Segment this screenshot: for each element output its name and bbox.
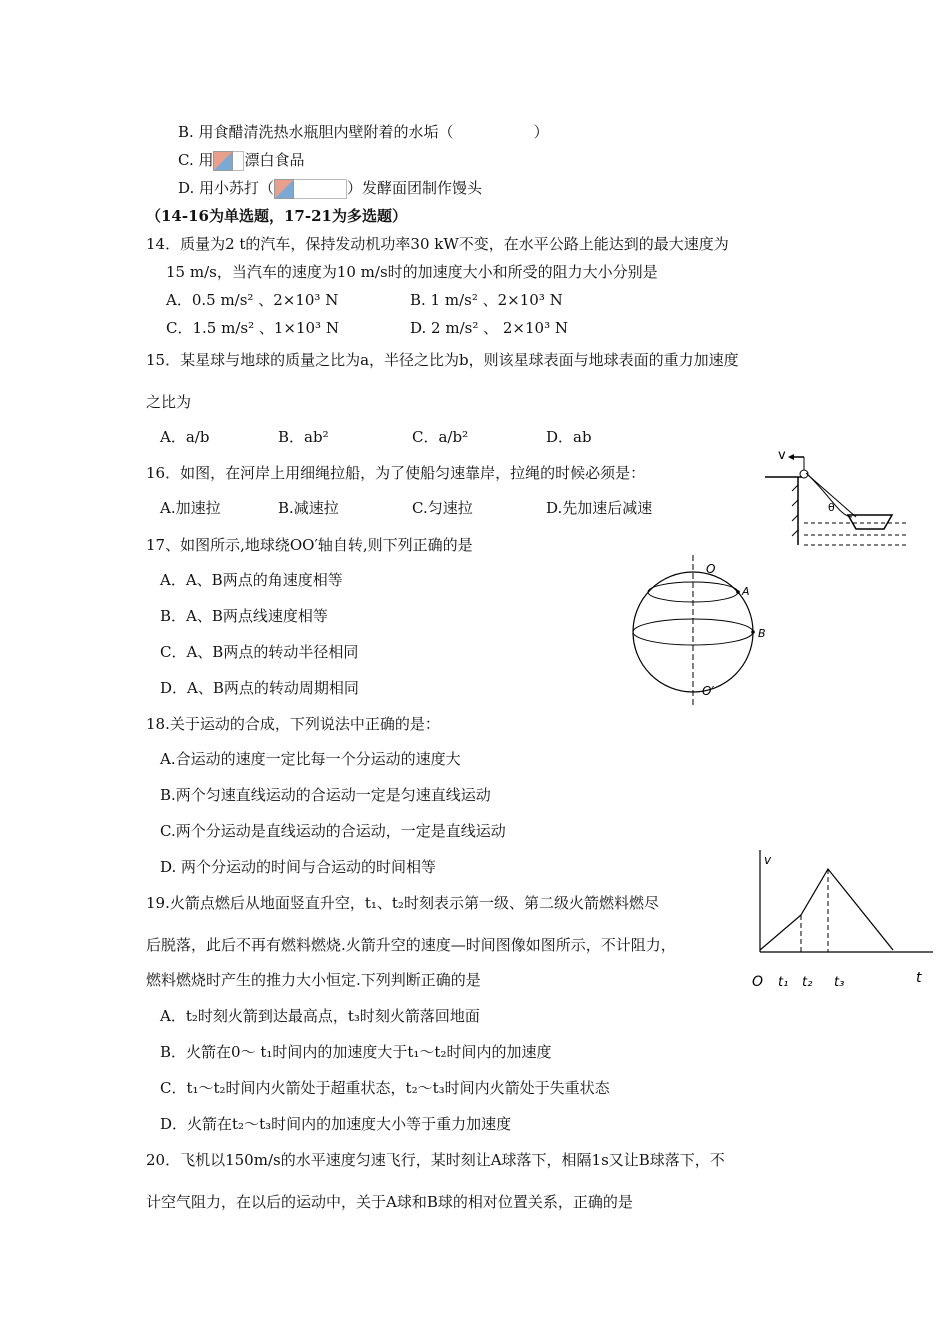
q14-option-c: C．1.5 m/s² 、1×10³ N	[166, 319, 339, 337]
q20-stem-line2: 计空气阻力，在以后的运动中，关于A球和B球的相对位置关系，正确的是	[146, 1193, 633, 1211]
q18-stem: 18.关于运动的合成，下列说法中正确的是：	[146, 715, 440, 733]
q19-v-label: v	[764, 853, 772, 867]
q19-vt-graph	[748, 842, 938, 992]
q14-option-b: B. 1 m/s² 、2×10³ N	[410, 291, 563, 309]
q19-o-label: O	[752, 974, 764, 990]
q18-option-d: D. 两个分运动的时间与合运动的时间相等	[160, 858, 437, 876]
q13-b-text: B. 用食醋清洗热水瓶胆内壁附着的水垢（	[178, 123, 454, 141]
q19-t2-label: t₂	[802, 975, 813, 990]
q17-option-d: D．A、B两点的转动周期相同	[160, 679, 359, 697]
q19-stem-line1: 19.火箭点燃后从地面竖直升空，t₁、t₂时刻表示第一级、第二级火箭燃料燃尽	[146, 894, 659, 912]
q16-stem: 16．如图，在河岸上用细绳拉船，为了使船匀速靠岸，拉绳的时候必须是：	[146, 464, 646, 482]
q13-d-post: ）发酵面团制作馒头	[347, 179, 483, 197]
q15-option-b: B．ab²	[278, 428, 329, 446]
q15-option-a: A．a/b	[160, 428, 210, 446]
q19-option-b: B．火箭在0～ t₁时间内的加速度大于t₁～t₂时间内的加速度	[160, 1043, 552, 1061]
q13-option-b	[178, 122, 549, 142]
q19-option-c: C．t₁～t₂时间内火箭处于超重状态，t₂～t₃时间内火箭处于失重状态	[160, 1079, 610, 1097]
section-note: （14-16为单选题，17-21为多选题）	[146, 207, 407, 225]
q13-c-pre: C. 用	[178, 151, 214, 169]
q13-c-post: 漂白食品	[244, 151, 305, 169]
q14-stem-line2: 15 m/s，当汽车的速度为10 m/s时的加速度大小和所受的阻力大小分别是	[166, 263, 658, 281]
q18-option-b: B.两个匀速直线运动的合运动一定是匀速直线运动	[160, 786, 491, 804]
q16-option-a: A.加速拉	[160, 499, 221, 517]
q19-stem-line2: 后脱落，此后不再有燃料燃烧.火箭升空的速度—时间图像如图所示，不计阻力，	[146, 936, 676, 954]
q15-option-c: C．a/b²	[412, 428, 469, 446]
q19-stem-line3: 燃料燃烧时产生的推力大小恒定.下列判断正确的是	[146, 971, 481, 989]
q19-velocity-line	[760, 869, 893, 950]
q15-option-d: D．ab	[546, 428, 592, 446]
q17-o-prime-label: O′	[702, 684, 715, 698]
q14-stem-line1: 14．质量为2 t的汽车，保持发动机功率30 kW不变，在水平公路上能达到的最大速度为	[146, 235, 729, 253]
q19-option-d: D．火箭在t₂～t₃时间内的加速度大小等于重力加速度	[160, 1115, 512, 1133]
image-box	[233, 151, 244, 171]
q20-stem-line1: 20．飞机以150m/s的水平速度匀速飞行，某时刻让A球落下，相隔1s又让B球落下，不	[146, 1151, 725, 1169]
broken-image-icon	[213, 151, 233, 171]
q14-option-a: A．0.5 m/s² 、2×10³ N	[166, 291, 339, 309]
q13-b-close: ）	[533, 123, 549, 141]
q14-option-d: D. 2 m/s² 、 2×10³ N	[410, 319, 568, 337]
q17-earth-figure	[628, 555, 788, 710]
q13-option-d	[178, 178, 482, 199]
q17-option-c: C．A、B两点的转动半径相同	[160, 643, 359, 661]
q18-option-a: A.合运动的速度一定比每一个分运动的速度大	[160, 750, 461, 768]
image-box	[294, 179, 347, 199]
q19-t3-label: t₃	[834, 975, 845, 990]
q17-a-label: A	[742, 585, 750, 598]
q13-option-c	[178, 150, 305, 171]
q19-t-label: t	[916, 970, 922, 986]
q17-o-label: O	[706, 562, 716, 576]
q15-stem-line2: 之比为	[146, 393, 192, 411]
q17-stem: 17、如图所示,地球绕OO′轴自转,则下列正确的是	[146, 536, 473, 554]
q16-theta-label: θ	[828, 501, 835, 514]
q16-option-d: D.先加速后减速	[546, 499, 653, 517]
q15-stem-line1: 15．某星球与地球的质量之比为a，半径之比为b，则该星球表面与地球表面的重力加速度	[146, 351, 739, 369]
q19-option-a: A．t₂时刻火箭到达最高点，t₃时刻火箭落回地面	[160, 1007, 480, 1025]
q16-option-c: C.匀速拉	[412, 499, 473, 517]
broken-image-icon	[274, 179, 294, 199]
q19-t1-label: t₁	[778, 975, 789, 990]
q16-boat-figure	[760, 445, 910, 550]
q18-option-c: C.两个分运动是直线运动的合运动，一定是直线运动	[160, 822, 506, 840]
q17-option-b: B．A、B两点线速度相等	[160, 607, 328, 625]
q13-d-pre: D. 用小苏打（	[178, 179, 275, 197]
q17-option-a: A．A、B两点的角速度相等	[160, 571, 343, 589]
q16-v-label: v	[778, 448, 786, 463]
q17-b-label: B	[758, 627, 766, 640]
q16-option-b: B.减速拉	[278, 499, 339, 517]
